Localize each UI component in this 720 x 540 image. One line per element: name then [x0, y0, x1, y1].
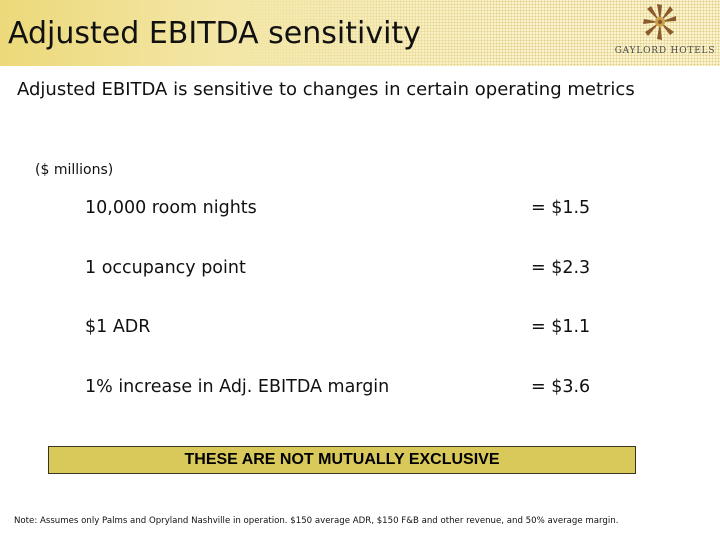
- logo-text: GAYLORD HOTELS: [614, 46, 716, 56]
- metric-row: [0, 194, 720, 222]
- gaylord-logo: [612, 2, 720, 66]
- sunburst-logo-icon: [642, 2, 678, 42]
- metric-row: [0, 313, 720, 341]
- metric-value: = $2.3: [531, 258, 591, 278]
- slide-title: Adjusted EBITDA sensitivity: [8, 16, 421, 51]
- units-label: ($ millions): [35, 162, 114, 178]
- not-mutually-exclusive-callout: THESE ARE NOT MUTUALLY EXCLUSIVE: [48, 446, 636, 474]
- title-bar: [0, 0, 720, 66]
- metric-label: 10,000 room nights: [85, 198, 257, 218]
- metric-row: [0, 254, 720, 282]
- metric-value: = $1.1: [531, 317, 591, 337]
- metric-label: 1 occupancy point: [85, 258, 246, 278]
- metric-value: = $3.6: [531, 377, 591, 397]
- metric-label: $1 ADR: [85, 317, 151, 337]
- subtitle: Adjusted EBITDA is sensitive to changes in certain operating metrics: [17, 79, 635, 100]
- metric-label: 1% increase in Adj. EBITDA margin: [85, 377, 390, 397]
- footnote: Note: Assumes only Palms and Opryland Nashville in operation. $150 average ADR, $150 F&B and other revenue, and 50% average margin.: [14, 516, 619, 526]
- metric-row: [0, 373, 720, 401]
- metric-value: = $1.5: [531, 198, 591, 218]
